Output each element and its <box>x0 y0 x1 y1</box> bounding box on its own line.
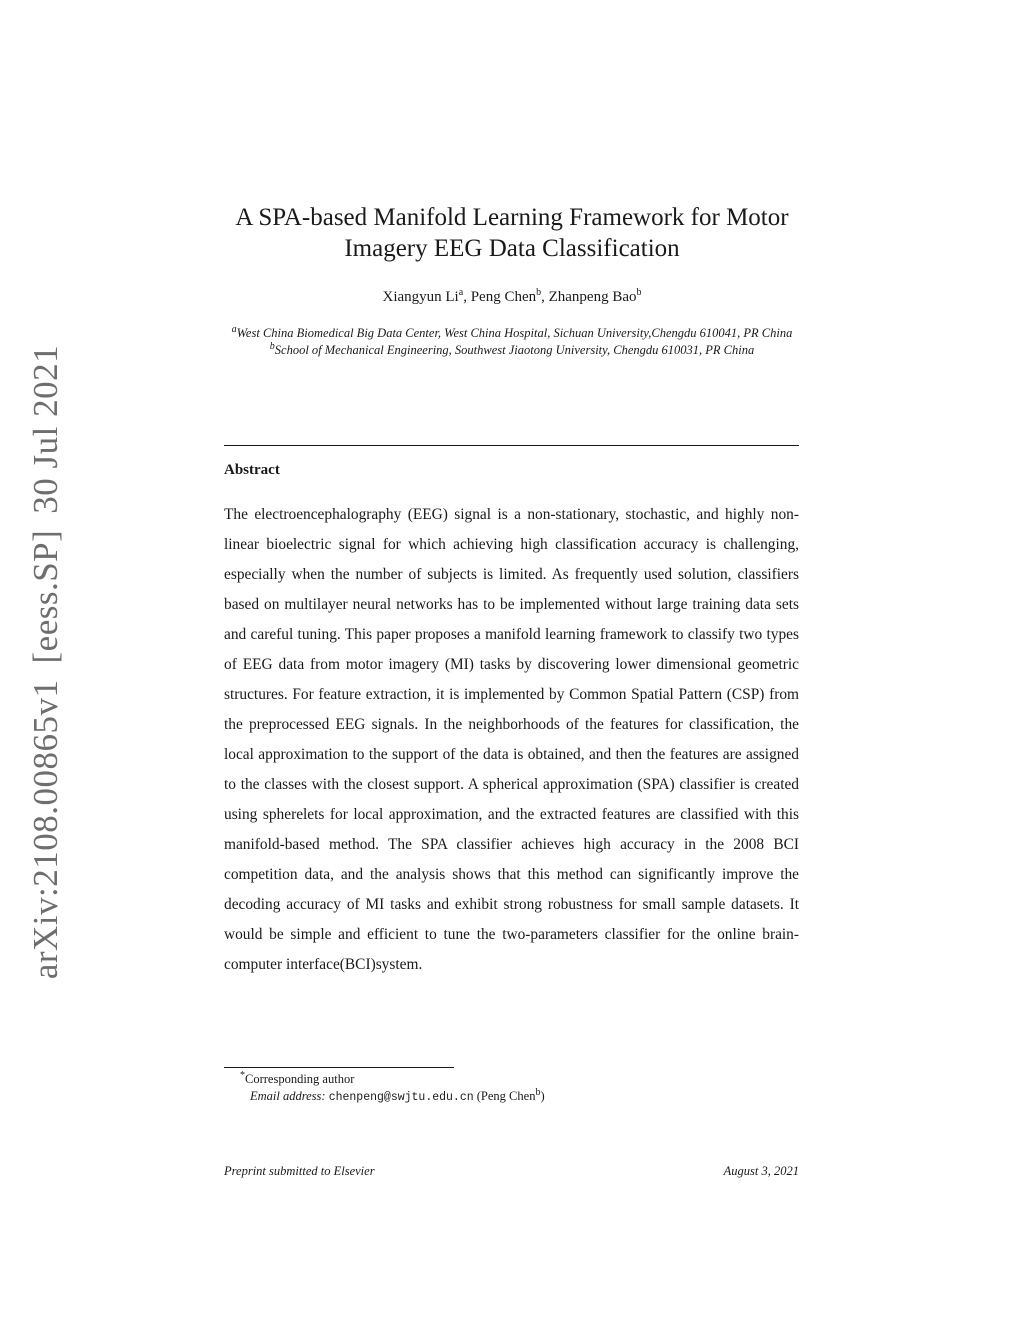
affiliation-marker: a <box>231 323 237 335</box>
arxiv-category: [eess.SP] <box>26 529 65 664</box>
author-name: Xiangyun Li <box>382 289 459 305</box>
email-line <box>240 1088 545 1106</box>
preprint-note: Preprint submitted to Elsevier <box>224 1164 375 1178</box>
author-affiliation-marker: b <box>536 287 542 298</box>
abstract-top-rule <box>224 445 799 446</box>
author-list <box>200 289 824 306</box>
arxiv-id: arXiv:2108.00865v1 <box>26 679 65 980</box>
footnote <box>240 1071 545 1106</box>
affiliation-text: West China Biomedical Big Data Center, West China Hospital, Sichuan University,Chengdu 610041, PR China <box>236 326 793 340</box>
email-owner-marker: b <box>535 1086 541 1098</box>
affiliation-item <box>222 325 802 342</box>
footnote-marker: * <box>240 1069 245 1081</box>
title-line: Imagery EEG Data Classification <box>344 235 680 262</box>
author-separator: , <box>463 289 471 305</box>
email-owner: (Peng Chen <box>473 1089 536 1103</box>
title-line: A SPA-based Manifold Learning Framework for Motor <box>235 204 789 231</box>
affiliation-text: School of Mechanical Engineering, Southwest Jiaotong University, Chengdu 610031, PR China <box>274 343 755 357</box>
author-name: Zhanpeng Bao <box>548 289 637 305</box>
arxiv-date: 30 Jul 2021 <box>26 344 65 514</box>
author-affiliation-marker: b <box>636 287 642 298</box>
author-affiliation-marker: a <box>458 287 464 298</box>
author-name: Peng Chen <box>470 289 537 305</box>
affiliation-marker: b <box>269 340 275 352</box>
affiliations <box>222 325 802 359</box>
affiliation-item <box>222 342 802 359</box>
email-label: Email address: <box>250 1089 326 1103</box>
paper-title <box>200 202 824 264</box>
corresponding-author-label: Corresponding author <box>245 1072 355 1086</box>
footnote-rule <box>224 1067 454 1068</box>
arxiv-identifier-stamp <box>26 345 66 979</box>
abstract-body: The electroencephalography (EEG) signal is a non-stationary, stochastic, and highly non-linear bioelectric signal for which achieving high classification accuracy is challenging, especially when the number of subjects is limited. As frequently used solution, classifiers based on multilayer neural networks has to be implemented without large training data sets and careful tuning. This paper proposes a manifold learning framework to classify two types of EEG data from motor imagery (MI) tasks by discovering lower dimensional geometric structures. For feature extraction, it is implemented by Common Spatial Pattern (CSP) from the preprocessed EEG signals. In the neighborhoods of the features for classification, the local approximation to the support of the data is obtained, and then the features are assigned to the classes with the closest support. A spherical approximation (SPA) classifier is created using spherelets for local approximation, and the extracted features are classified with this manifold-based method. The SPA classifier achieves high accuracy in the 2008 BCI competition data, and the analysis shows that this method can significantly improve the decoding accuracy of MI tasks and exhibit strong robustness for small sample datasets. It would be simple and efficient to tune the two-parameters classifier for the online brain-computer interface(BCI)system. <box>224 506 799 973</box>
preprint-date: August 3, 2021 <box>723 1164 799 1178</box>
corresponding-author-note <box>240 1071 545 1088</box>
email-address[interactable]: chenpeng@swjtu.edu.cn <box>328 1091 474 1104</box>
abstract-heading: Abstract <box>224 462 280 478</box>
email-owner-close: ) <box>540 1089 545 1103</box>
author-separator: , <box>541 289 549 305</box>
